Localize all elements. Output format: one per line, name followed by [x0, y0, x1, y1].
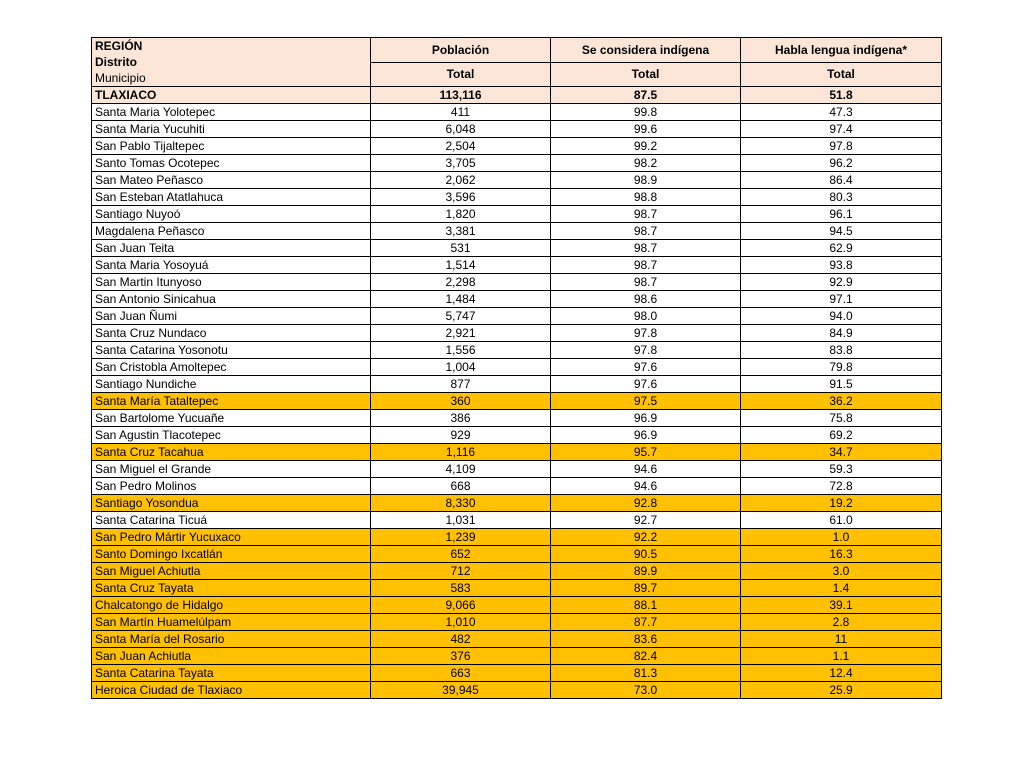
population-cell: 360 — [371, 393, 551, 410]
language-percent-cell: 94.5 — [741, 223, 942, 240]
header-region-label: REGIÓN — [95, 39, 143, 53]
population-cell: 2,062 — [371, 172, 551, 189]
table-row — [92, 291, 942, 308]
municipality-cell: San Pedro Mártir Yucuxaco — [92, 529, 371, 546]
municipality-cell: Santa Catarina Ticuá — [92, 512, 371, 529]
municipality-cell: Santiago Nundiche — [92, 376, 371, 393]
language-percent-cell: 39.1 — [741, 597, 942, 614]
population-cell: 4,109 — [371, 461, 551, 478]
language-percent-cell: 47.3 — [741, 104, 942, 121]
table-row — [92, 223, 942, 240]
population-cell: 1,820 — [371, 206, 551, 223]
table-row — [92, 529, 942, 546]
population-cell: 531 — [371, 240, 551, 257]
table-row — [92, 478, 942, 495]
municipality-cell: Santa Maria Yolotepec — [92, 104, 371, 121]
language-percent-cell: 96.1 — [741, 206, 942, 223]
header-indigenous-total: Total — [551, 62, 741, 87]
population-cell: 2,504 — [371, 138, 551, 155]
indigenous-percent-cell: 81.3 — [551, 665, 741, 682]
municipality-cell: San Esteban Atatlahuca — [92, 189, 371, 206]
population-cell: 6,048 — [371, 121, 551, 138]
header-language: Habla lengua indígena* — [741, 38, 942, 63]
table-row — [92, 682, 942, 699]
indigenous-percent-cell: 98.7 — [551, 240, 741, 257]
header-municipality-label: Municipio — [95, 71, 146, 85]
population-cell: 8,330 — [371, 495, 551, 512]
indigenous-percent-cell: 96.9 — [551, 427, 741, 444]
language-percent-cell: 96.2 — [741, 155, 942, 172]
table-row — [92, 376, 942, 393]
population-cell: 583 — [371, 580, 551, 597]
population-cell: 39,945 — [371, 682, 551, 699]
municipality-cell: Santa Maria Yucuhiti — [92, 121, 371, 138]
municipality-cell: Santo Tomas Ocotepec — [92, 155, 371, 172]
language-percent-cell: 69.2 — [741, 427, 942, 444]
table-row — [92, 512, 942, 529]
municipality-cell: San Martín Huamelúlpam — [92, 614, 371, 631]
population-cell: 1,514 — [371, 257, 551, 274]
language-percent-cell: 79.8 — [741, 359, 942, 376]
indigenous-percent-cell: 97.5 — [551, 393, 741, 410]
indigenous-percent-cell: 97.6 — [551, 376, 741, 393]
language-percent-cell: 93.8 — [741, 257, 942, 274]
table-row — [92, 563, 942, 580]
indigenous-percent-cell: 98.2 — [551, 155, 741, 172]
indigenous-percent-cell: 99.8 — [551, 104, 741, 121]
municipality-cell: San Juan Ñumi — [92, 308, 371, 325]
population-cell: 663 — [371, 665, 551, 682]
population-cell: 877 — [371, 376, 551, 393]
table-row — [92, 410, 942, 427]
language-percent-cell: 80.3 — [741, 189, 942, 206]
indigenous-percent-cell: 97.8 — [551, 342, 741, 359]
municipality-cell: Heroica Ciudad de Tlaxiaco — [92, 682, 371, 699]
municipality-cell: Magdalena Peñasco — [92, 223, 371, 240]
indigenous-percent-cell: 98.7 — [551, 223, 741, 240]
table-row — [92, 393, 942, 410]
table-row — [92, 461, 942, 478]
indigenous-percent-cell: 89.7 — [551, 580, 741, 597]
table-row — [92, 614, 942, 631]
header-region-cell — [92, 38, 371, 87]
table-row — [92, 240, 942, 257]
indigenous-percent-cell: 98.7 — [551, 274, 741, 291]
municipality-cell: San Juan Teita — [92, 240, 371, 257]
language-percent-cell: 94.0 — [741, 308, 942, 325]
indigenous-percent-cell: 95.7 — [551, 444, 741, 461]
indigenous-percent-cell: 97.6 — [551, 359, 741, 376]
header-population: Población — [371, 38, 551, 63]
population-cell: 1,239 — [371, 529, 551, 546]
table-row — [92, 665, 942, 682]
indigenous-percent-cell: 82.4 — [551, 648, 741, 665]
language-percent-cell: 16.3 — [741, 546, 942, 563]
population-cell: 1,116 — [371, 444, 551, 461]
municipality-cell: San Antonio Sinicahua — [92, 291, 371, 308]
indigenous-percent-cell: 98.6 — [551, 291, 741, 308]
indigenous-percent-cell: 98.0 — [551, 308, 741, 325]
table-row — [92, 274, 942, 291]
table-row — [92, 87, 942, 104]
indigenous-percent-cell: 87.5 — [551, 87, 741, 104]
indigenous-percent-cell: 98.9 — [551, 172, 741, 189]
table-row — [92, 206, 942, 223]
municipality-cell: Chalcatongo de Hidalgo — [92, 597, 371, 614]
indigenous-percent-cell: 99.6 — [551, 121, 741, 138]
indigenous-percent-cell: 99.2 — [551, 138, 741, 155]
population-cell: 3,705 — [371, 155, 551, 172]
language-percent-cell: 2.8 — [741, 614, 942, 631]
data-sheet — [91, 37, 941, 699]
header-row-top — [92, 38, 942, 63]
language-percent-cell: 61.0 — [741, 512, 942, 529]
municipality-cell: Santa Maria Yosoyuá — [92, 257, 371, 274]
language-percent-cell: 19.2 — [741, 495, 942, 512]
population-cell: 482 — [371, 631, 551, 648]
indigenous-percent-cell: 88.1 — [551, 597, 741, 614]
table-row — [92, 121, 942, 138]
table-row — [92, 138, 942, 155]
indigenous-percent-cell: 94.6 — [551, 461, 741, 478]
municipality-cell: San Miguel Achiutla — [92, 563, 371, 580]
population-cell: 1,484 — [371, 291, 551, 308]
indigenous-percent-cell: 73.0 — [551, 682, 741, 699]
table-row — [92, 597, 942, 614]
municipality-cell: Santiago Yosondua — [92, 495, 371, 512]
language-percent-cell: 1.0 — [741, 529, 942, 546]
language-percent-cell: 12.4 — [741, 665, 942, 682]
table-row — [92, 172, 942, 189]
municipality-cell: Santa Cruz Tacahua — [92, 444, 371, 461]
population-cell: 652 — [371, 546, 551, 563]
table-row — [92, 155, 942, 172]
language-percent-cell: 86.4 — [741, 172, 942, 189]
population-cell: 386 — [371, 410, 551, 427]
municipality-cell: San Mateo Peñasco — [92, 172, 371, 189]
language-percent-cell: 91.5 — [741, 376, 942, 393]
table-row — [92, 257, 942, 274]
language-percent-cell: 83.8 — [741, 342, 942, 359]
language-percent-cell: 59.3 — [741, 461, 942, 478]
municipality-cell: Santa María del Rosario — [92, 631, 371, 648]
indigenous-percent-cell: 92.8 — [551, 495, 741, 512]
municipality-cell: San Pablo Tijaltepec — [92, 138, 371, 155]
municipality-cell: San Agustin Tlacotepec — [92, 427, 371, 444]
indigenous-percent-cell: 83.6 — [551, 631, 741, 648]
table-row — [92, 308, 942, 325]
table-row — [92, 546, 942, 563]
table-row — [92, 495, 942, 512]
language-percent-cell: 72.8 — [741, 478, 942, 495]
municipality-cell: Santiago Nuyoó — [92, 206, 371, 223]
municipality-cell: Santa Cruz Tayata — [92, 580, 371, 597]
table-row — [92, 325, 942, 342]
population-cell: 2,921 — [371, 325, 551, 342]
indigenous-percent-cell: 94.6 — [551, 478, 741, 495]
municipality-cell: Santa María Tataltepec — [92, 393, 371, 410]
population-cell: 411 — [371, 104, 551, 121]
population-cell: 929 — [371, 427, 551, 444]
language-percent-cell: 36.2 — [741, 393, 942, 410]
municipality-cell: San Juan Achiutla — [92, 648, 371, 665]
table-row — [92, 444, 942, 461]
population-cell: 5,747 — [371, 308, 551, 325]
population-cell: 668 — [371, 478, 551, 495]
language-percent-cell: 1.1 — [741, 648, 942, 665]
table-row — [92, 631, 942, 648]
table-row — [92, 342, 942, 359]
language-percent-cell: 11 — [741, 631, 942, 648]
population-cell: 3,381 — [371, 223, 551, 240]
population-cell: 3,596 — [371, 189, 551, 206]
table-row — [92, 648, 942, 665]
population-cell: 1,010 — [371, 614, 551, 631]
indigenous-percent-cell: 92.7 — [551, 512, 741, 529]
table-body — [92, 87, 942, 699]
population-cell: 712 — [371, 563, 551, 580]
municipality-cell: Santa Cruz Nundaco — [92, 325, 371, 342]
indigenous-percent-cell: 96.9 — [551, 410, 741, 427]
population-cell: 376 — [371, 648, 551, 665]
language-percent-cell: 62.9 — [741, 240, 942, 257]
language-percent-cell: 97.8 — [741, 138, 942, 155]
population-cell: 113,116 — [371, 87, 551, 104]
municipality-cell: San Martin Itunyoso — [92, 274, 371, 291]
indigenous-percent-cell: 87.7 — [551, 614, 741, 631]
language-percent-cell: 92.9 — [741, 274, 942, 291]
language-percent-cell: 1.4 — [741, 580, 942, 597]
indigenous-percent-cell: 92.2 — [551, 529, 741, 546]
indigenous-percent-cell: 90.5 — [551, 546, 741, 563]
header-population-total: Total — [371, 62, 551, 87]
table-row — [92, 104, 942, 121]
population-cell: 9,066 — [371, 597, 551, 614]
table-row — [92, 427, 942, 444]
language-percent-cell: 84.9 — [741, 325, 942, 342]
header-district-label: Distrito — [95, 55, 137, 69]
language-percent-cell: 51.8 — [741, 87, 942, 104]
header-language-total: Total — [741, 62, 942, 87]
table-row — [92, 580, 942, 597]
population-cell: 2,298 — [371, 274, 551, 291]
municipality-cell: Santa Catarina Yosonotu — [92, 342, 371, 359]
municipality-cell: TLAXIACO — [92, 87, 371, 104]
language-percent-cell: 75.8 — [741, 410, 942, 427]
indigenous-percent-cell: 97.8 — [551, 325, 741, 342]
language-percent-cell: 97.1 — [741, 291, 942, 308]
municipality-cell: Santo Domingo Ixcatlán — [92, 546, 371, 563]
table-row — [92, 359, 942, 376]
header-indigenous: Se considera indígena — [551, 38, 741, 63]
municipality-cell: San Miguel el Grande — [92, 461, 371, 478]
indigenous-percent-cell: 98.7 — [551, 257, 741, 274]
language-percent-cell: 3.0 — [741, 563, 942, 580]
population-cell: 1,556 — [371, 342, 551, 359]
table-row — [92, 189, 942, 206]
municipality-cell: San Pedro Molinos — [92, 478, 371, 495]
language-percent-cell: 97.4 — [741, 121, 942, 138]
municipality-cell: Santa Catarina Tayata — [92, 665, 371, 682]
municipality-cell: San Bartolome Yucuañe — [92, 410, 371, 427]
population-cell: 1,031 — [371, 512, 551, 529]
indigenous-percent-cell: 98.8 — [551, 189, 741, 206]
indigenous-percent-cell: 89.9 — [551, 563, 741, 580]
municipality-cell: San Cristobla Amoltepec — [92, 359, 371, 376]
language-percent-cell: 25.9 — [741, 682, 942, 699]
municipality-table — [91, 37, 942, 699]
indigenous-percent-cell: 98.7 — [551, 206, 741, 223]
language-percent-cell: 34.7 — [741, 444, 942, 461]
population-cell: 1,004 — [371, 359, 551, 376]
